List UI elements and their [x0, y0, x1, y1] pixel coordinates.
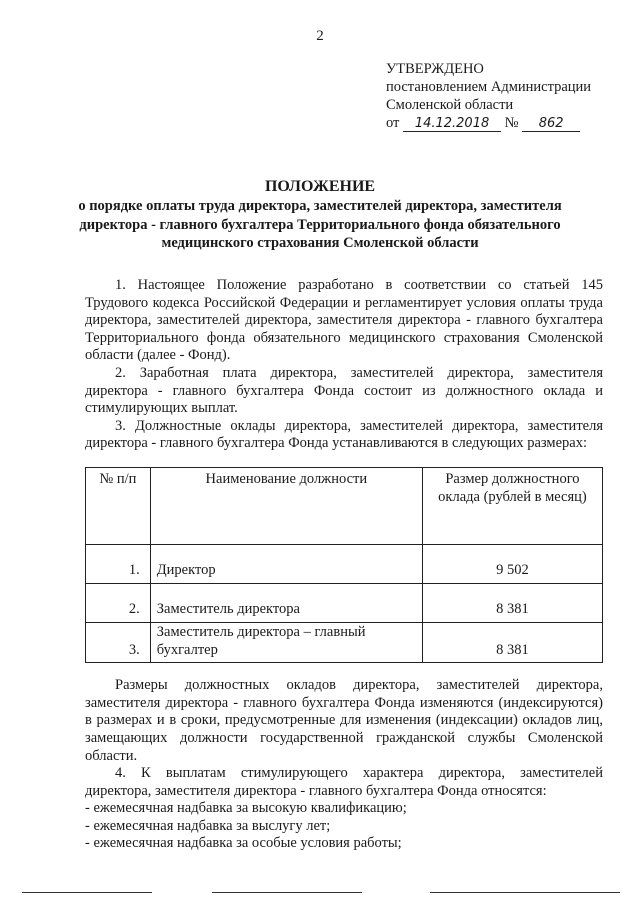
page-number: 2 [316, 28, 324, 44]
row-number: 2. [86, 583, 151, 622]
approval-stamp [386, 60, 626, 132]
document-title [60, 176, 580, 253]
header-position: Наименование должности [150, 467, 422, 544]
handwritten-number: 862 [522, 116, 580, 132]
paragraph-1: 1. Настоящее Положение разработано в соответствии со статьей 145 Трудового кодекса Российской Федерации и регламентирует условия оплаты труда директора, заместителей директора, заместителя директора - главного бухгалтера Территориального фонда обязательного медицинского страхования Смоленской области (далее - Фонд). [85, 277, 603, 364]
salary-table [85, 467, 603, 663]
row-position: Заместитель директора – главный бухгалтер [150, 622, 422, 662]
table-row [86, 544, 603, 583]
paragraph-3: 3. Должностные оклады директора, заместителей директора, заместителя директора - главного бухгалтера Фонда устанавливаются в следующих размерах: [85, 417, 603, 452]
handwritten-date: 14.12.2018 [403, 116, 501, 132]
row-salary: 9 502 [422, 544, 602, 583]
approval-line-2: Смоленской области [386, 97, 514, 113]
date-prefix: от [386, 115, 400, 131]
row-position: Директор [150, 544, 422, 583]
list-item: - ежемесячная надбавка за особые условия работы; [85, 835, 402, 852]
bullet-list [85, 800, 603, 853]
paragraph-4: Размеры должностных окладов директора, заместителей директора, заместителя директора - главного бухгалтера Фонда изменяются (индексируются) в размерах и в сроки, предусмотренные для изменения (индексации) окладов лиц, замещающих должности государственной гражданской службы Смоленской области. [85, 677, 603, 764]
approval-line-1: постановлением Администрации [386, 79, 592, 95]
row-salary: 8 381 [422, 622, 602, 662]
row-position: Заместитель директора [150, 583, 422, 622]
title-subtitle: о порядке оплаты труда директора, заместителей директора, заместителя директора - главного бухгалтера Территориального фонда обязательного медицинского страхования Смоленской области [78, 198, 562, 251]
table-row [86, 583, 603, 622]
table-header-row [86, 467, 603, 544]
approval-heading: УТВЕРЖДЕНО [386, 61, 484, 77]
row-salary: 8 381 [422, 583, 602, 622]
header-number: № п/п [86, 467, 151, 544]
approval-date-line [386, 114, 626, 132]
footer-divider-right [430, 892, 620, 893]
document-body [85, 277, 603, 853]
row-number: 3. [86, 622, 151, 662]
header-salary: Размер должностного оклада (рублей в месяц) [422, 467, 602, 544]
title-main: ПОЛОЖЕНИЕ [264, 178, 376, 195]
footer-divider-left [22, 892, 152, 893]
list-item: - ежемесячная надбавка за высокую квалификацию; [85, 800, 407, 817]
footer-divider-center [212, 892, 362, 893]
number-prefix: № [504, 115, 519, 131]
paragraph-5: 4. К выплатам стимулирующего характера директора, заместителей директора, заместителя директора - главного бухгалтера Фонда относятся: [85, 765, 603, 799]
paragraph-2: 2. Заработная плата директора, заместителей директора, заместителя директора - главного бухгалтера Фонда состоит из должностного оклада и стимулирующих выплат. [85, 364, 603, 417]
row-number: 1. [86, 544, 151, 583]
table-row [86, 622, 603, 662]
list-item: - ежемесячная надбавка за выслугу лет; [85, 817, 331, 834]
